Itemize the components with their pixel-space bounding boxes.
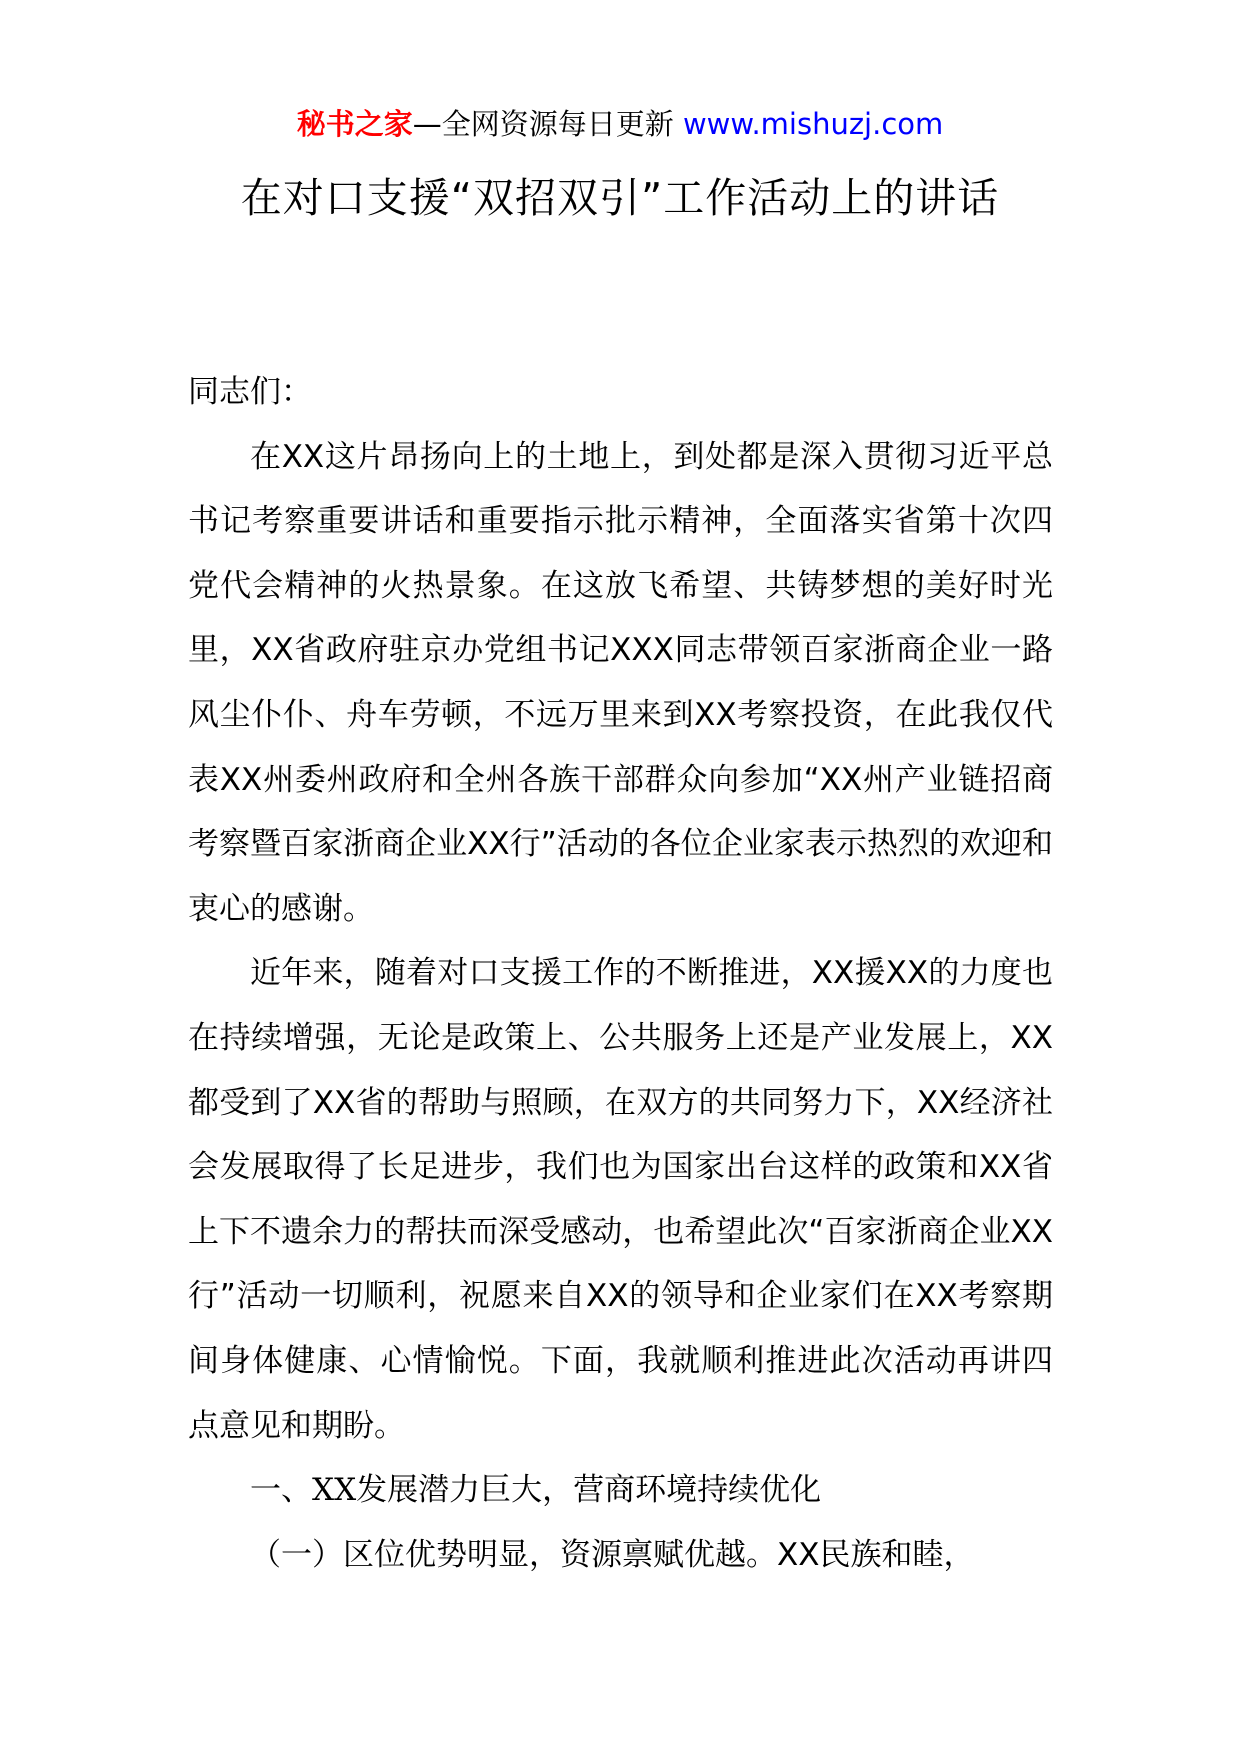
sub-paragraph: （一）区位优势明显，资源禀赋优越。XX民族和睦， <box>250 1536 975 1573</box>
site-brand: 秘书之家 <box>296 107 413 141</box>
site-tagline: —全网资源每日更新 <box>412 107 683 141</box>
document-body <box>188 360 1053 1587</box>
paragraph: 在XX这片昂扬向上的土地上，到处都是深入贯彻习近平总书记考察重要讲话和重要指示批示精神，全面落实省第十次四党代会精神的火热景象。在这放飞希望、共铸梦想的美好时光里，XX省政府驻京办党组书记XXX同志带领百家浙商企业一路风尘仆仆、舟车劳顿，不远万里来到XX考察投资，在此我仅代表XX州委州政府和全州各族干部群众向参加“XX州产业链招商考察暨百家浙商企业XX行”活动的各位企业家表示热烈的欢迎和衷心的感谢。 <box>188 438 1053 927</box>
paragraph: 近年来，随着对口支援工作的不断推进，XX援XX的力度也在持续增强，无论是政策上、公共服务上还是产业发展上，XX都受到了XX省的帮助与照顾，在双方的共同努力下，XX经济社会发展取得了长足进步，我们也为国家出台这样的政策和XX省上下不遗余力的帮扶而深受感动，也希望此次“百家浙商企业XX行”活动一切顺利，祝愿来自XX的领导和企业家们在XX考察期间身体健康、心情愉悦。下面，我就顺利推进此次活动再讲四点意见和期盼。 <box>188 955 1053 1444</box>
site-url[interactable]: www.mishuzj.com <box>682 107 944 141</box>
section-heading: 一、XX发展潜力巨大，营商环境持续优化 <box>250 1472 822 1509</box>
greeting: 同志们： <box>188 374 312 410</box>
site-header <box>0 104 1240 144</box>
document-title: 在对口支援“双招双引”工作活动上的讲话 <box>240 174 1000 222</box>
